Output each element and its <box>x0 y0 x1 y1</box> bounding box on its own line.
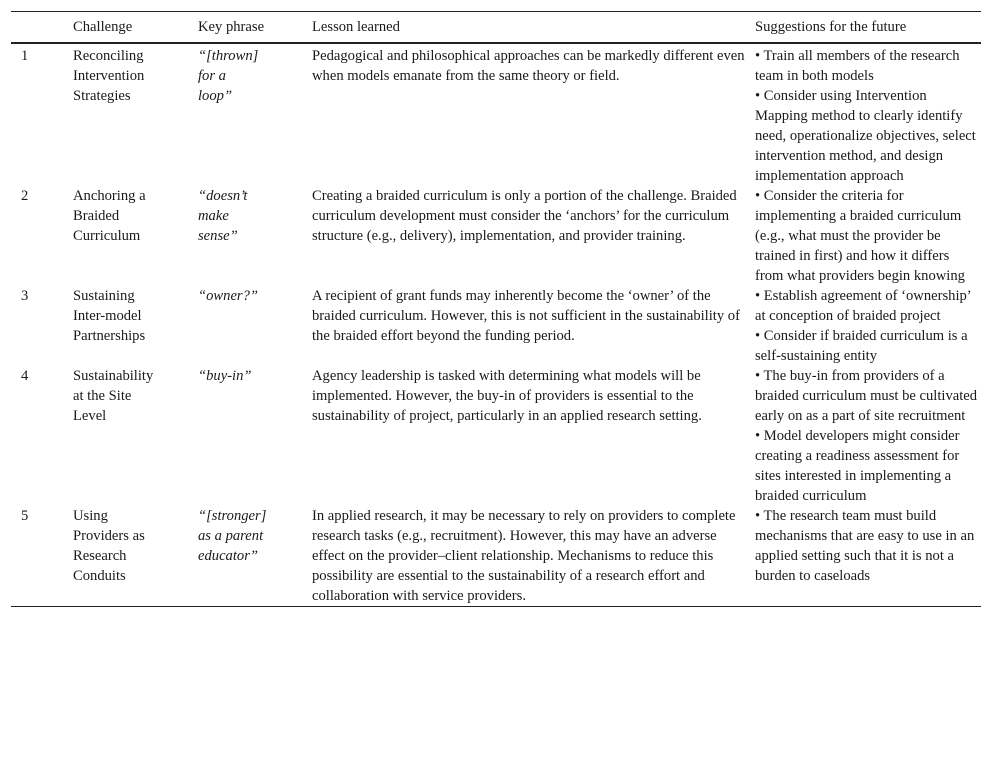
table-row <box>11 186 981 286</box>
key-phrase-line: make <box>198 208 229 224</box>
suggestion-item: • The research team must build mechanisms that are easy to use in an applied setting such that it is not a burden to caseloads <box>755 508 975 584</box>
challenge-cell <box>73 43 198 186</box>
table-body <box>11 43 981 607</box>
challenge-line: Strategies <box>73 88 131 104</box>
key-phrase-cell <box>198 43 312 186</box>
key-phrase-cell <box>198 506 312 607</box>
row-number: 1 <box>21 48 29 64</box>
suggestion-item: • Consider the criteria for implementing a braided curriculum (e.g., what must the provider be trained in first) and how it differs from what providers begin knowing <box>755 188 965 284</box>
header-row <box>11 12 981 44</box>
suggestions-cell <box>755 366 981 506</box>
key-phrase-line: loop” <box>198 88 233 104</box>
header-suggestions: Suggestions for the future <box>755 19 907 35</box>
suggestion-item: • Model developers might consider creating a readiness assessment for sites interested in implementing a braided curriculum <box>755 428 960 504</box>
key-phrase-line: sense” <box>198 228 238 244</box>
key-phrase-line: “[stronger] <box>198 508 267 524</box>
lessons-table <box>11 11 981 607</box>
key-phrase-cell <box>198 286 312 366</box>
challenge-line: Anchoring a <box>73 188 146 204</box>
table-row <box>11 43 981 186</box>
key-phrase-line: as a parent <box>198 528 264 544</box>
header-number <box>11 12 73 44</box>
challenge-cell <box>73 506 198 607</box>
lesson-cell: Agency leadership is tasked with determining what models will be implemented. However, the buy-in of providers is essential to the sustainability of project, particularly in an applied research setting. <box>312 368 702 424</box>
suggestions-cell <box>755 286 981 366</box>
key-phrase-line: “owner?” <box>198 288 259 304</box>
challenge-line: Research <box>73 548 127 564</box>
challenge-line: Partnerships <box>73 328 146 344</box>
suggestions-cell <box>755 186 981 286</box>
suggestion-item: • Consider using Intervention Mapping method to clearly identify need, operationalize objectives, select intervention method, and design implementation approach <box>755 88 976 184</box>
key-phrase-cell <box>198 366 312 506</box>
key-phrase-cell <box>198 186 312 286</box>
table-header <box>11 12 981 44</box>
suggestions-cell <box>755 506 981 607</box>
suggestion-item: • The buy-in from providers of a braided curriculum must be cultivated early on as a part of site recruitment <box>755 368 978 424</box>
challenge-line: Providers as <box>73 528 145 544</box>
lesson-cell: In applied research, it may be necessary to rely on providers to complete research tasks (e.g., recruitment). However, this may have an adverse effect on the provider–client relationship. Mechanisms to reduce this possibility are essential to the sustainability of a research effort and collaboration with service providers. <box>312 508 736 604</box>
challenge-line: Curriculum <box>73 228 141 244</box>
challenge-cell <box>73 366 198 506</box>
header-challenge: Challenge <box>73 19 133 35</box>
challenge-line: Reconciling <box>73 48 144 64</box>
key-phrase-line: for a <box>198 68 226 84</box>
lesson-cell: Pedagogical and philosophical approaches can be markedly different even when models emanate from the same theory or field. <box>312 48 745 84</box>
suggestion-item: • Consider if braided curriculum is a self-sustaining entity <box>755 328 968 364</box>
table-row <box>11 286 981 366</box>
row-number: 4 <box>21 368 29 384</box>
challenge-cell <box>73 186 198 286</box>
lesson-cell: Creating a braided curriculum is only a portion of the challenge. Braided curriculum development must consider the ‘anchors’ for the curriculum structure (e.g., delivery), implementation, and provider training. <box>312 188 737 244</box>
challenge-line: Intervention <box>73 68 145 84</box>
header-lesson: Lesson learned <box>312 19 400 35</box>
challenge-cell <box>73 286 198 366</box>
row-number: 2 <box>21 188 29 204</box>
challenge-line: Level <box>73 408 107 424</box>
challenge-line: Inter-model <box>73 308 142 324</box>
suggestion-item: • Establish agreement of ‘ownership’ at conception of braided project <box>755 288 971 324</box>
lessons-table-container <box>11 11 981 607</box>
challenge-line: Sustainability <box>73 368 154 384</box>
key-phrase-line: “[thrown] <box>198 48 259 64</box>
challenge-line: at the Site <box>73 388 132 404</box>
header-key-phrase: Key phrase <box>198 19 265 35</box>
key-phrase-line: “doesn’t <box>198 188 248 204</box>
row-number: 5 <box>21 508 29 524</box>
suggestion-item: • Train all members of the research team in both models <box>755 48 960 84</box>
lesson-cell: A recipient of grant funds may inherently become the ‘owner’ of the braided curriculum. However, this is not sufficient in the sustainability of the braided effort beyond the funding period. <box>312 288 740 344</box>
suggestions-cell <box>755 43 981 186</box>
table-row <box>11 366 981 506</box>
table-row <box>11 506 981 607</box>
challenge-line: Using <box>73 508 108 524</box>
challenge-line: Braided <box>73 208 120 224</box>
challenge-line: Sustaining <box>73 288 135 304</box>
key-phrase-line: educator” <box>198 548 258 564</box>
challenge-line: Conduits <box>73 568 126 584</box>
key-phrase-line: “buy-in” <box>198 368 252 384</box>
row-number: 3 <box>21 288 29 304</box>
